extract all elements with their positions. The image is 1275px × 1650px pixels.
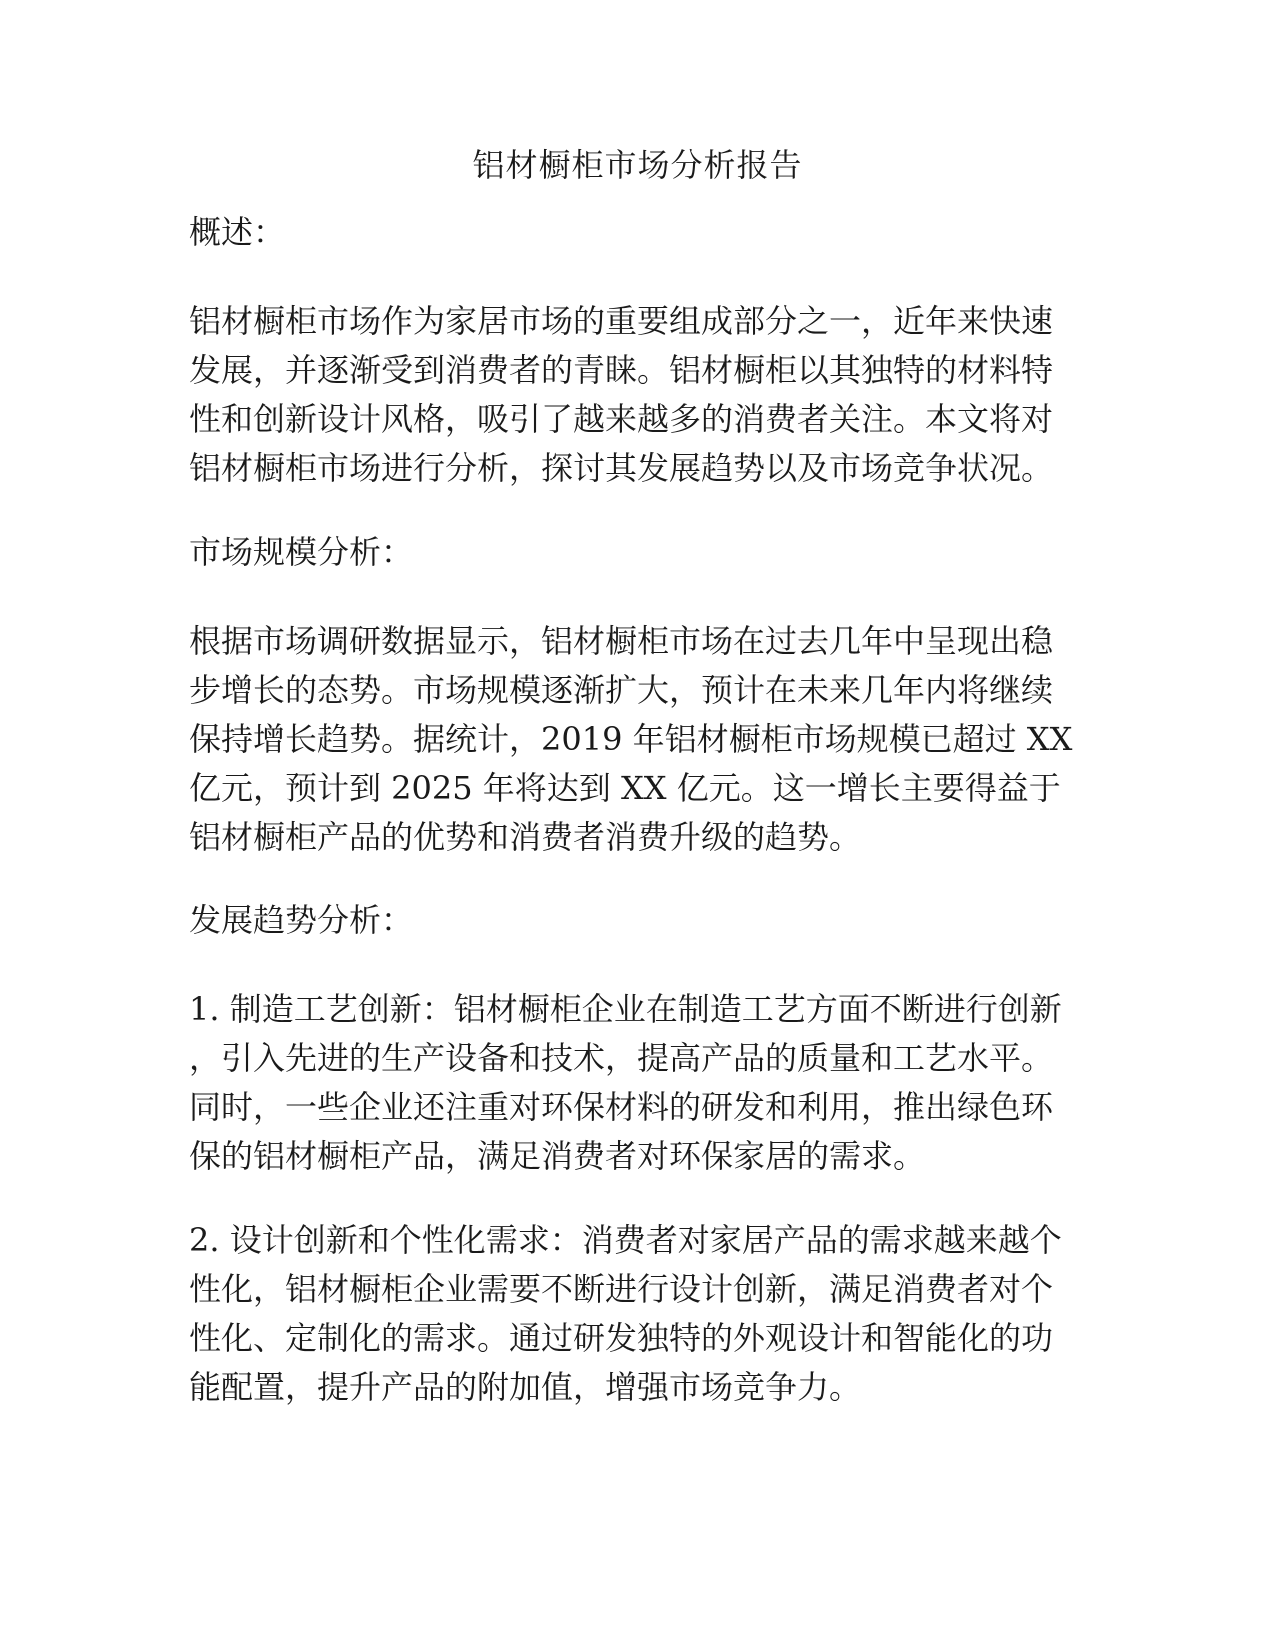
market-size-line: 保持增长趋势。据统计，2019 年铝材橱柜市场规模已超过 XX bbox=[189, 720, 1073, 758]
trend-item-1 bbox=[189, 985, 1089, 1181]
overview-line: 性和创新设计风格，吸引了越来越多的消费者关注。本文将对 bbox=[189, 400, 1054, 438]
overview-heading-text: 概述： bbox=[189, 213, 286, 251]
trend-item-2 bbox=[189, 1216, 1089, 1412]
trend-item-2-line: 性化、定制化的需求。通过研发独特的外观设计和智能化的功 bbox=[189, 1319, 1054, 1357]
overview-line: 铝材橱柜市场进行分析，探讨其发展趋势以及市场竞争状况。 bbox=[189, 449, 1054, 487]
trend-item-2-line: 性化，铝材橱柜企业需要不断进行设计创新，满足消费者对个 bbox=[189, 1270, 1054, 1308]
trend-item-2-line: 能配置，提升产品的附加值，增强市场竞争力。 bbox=[189, 1368, 862, 1406]
market-size-line: 亿元，预计到 2025 年将达到 XX 亿元。这一增长主要得益于 bbox=[189, 769, 1061, 807]
trend-item-1-line: 保的铝材橱柜产品，满足消费者对环保家居的需求。 bbox=[189, 1137, 926, 1175]
trend-item-1-line: ，引入先进的生产设备和技术，提高产品的质量和工艺水平。 bbox=[189, 1039, 1054, 1077]
market-size-line: 根据市场调研数据显示，铝材橱柜市场在过去几年中呈现出稳 bbox=[189, 622, 1054, 660]
market-size-line: 步增长的态势。市场规模逐渐扩大，预计在未来几年内将继续 bbox=[189, 671, 1054, 709]
overview-heading bbox=[189, 208, 1089, 257]
market-size-line: 铝材橱柜产品的优势和消费者消费升级的趋势。 bbox=[189, 818, 862, 856]
market-size-paragraph bbox=[189, 617, 1089, 862]
trend-heading-text: 发展趋势分析： bbox=[189, 901, 414, 939]
trend-item-1-line: 1. 制造工艺创新：铝材橱柜企业在制造工艺方面不断进行创新 bbox=[189, 990, 1062, 1028]
overview-paragraph bbox=[189, 297, 1089, 493]
market-size-heading-text: 市场规模分析： bbox=[189, 533, 414, 571]
market-size-heading bbox=[189, 528, 1089, 577]
trend-item-1-line: 同时，一些企业还注重对环保材料的研发和利用，推出绿色环 bbox=[189, 1088, 1054, 1126]
overview-line: 铝材橱柜市场作为家居市场的重要组成部分之一，近年来快速 bbox=[189, 302, 1054, 340]
document-title: 铝材橱柜市场分析报告 bbox=[472, 146, 803, 184]
trend-heading bbox=[189, 896, 1089, 945]
overview-line: 发展，并逐渐受到消费者的青睐。铝材橱柜以其独特的材料特 bbox=[189, 351, 1054, 389]
trend-item-2-line: 2. 设计创新和个性化需求：消费者对家居产品的需求越来越个 bbox=[189, 1221, 1062, 1259]
